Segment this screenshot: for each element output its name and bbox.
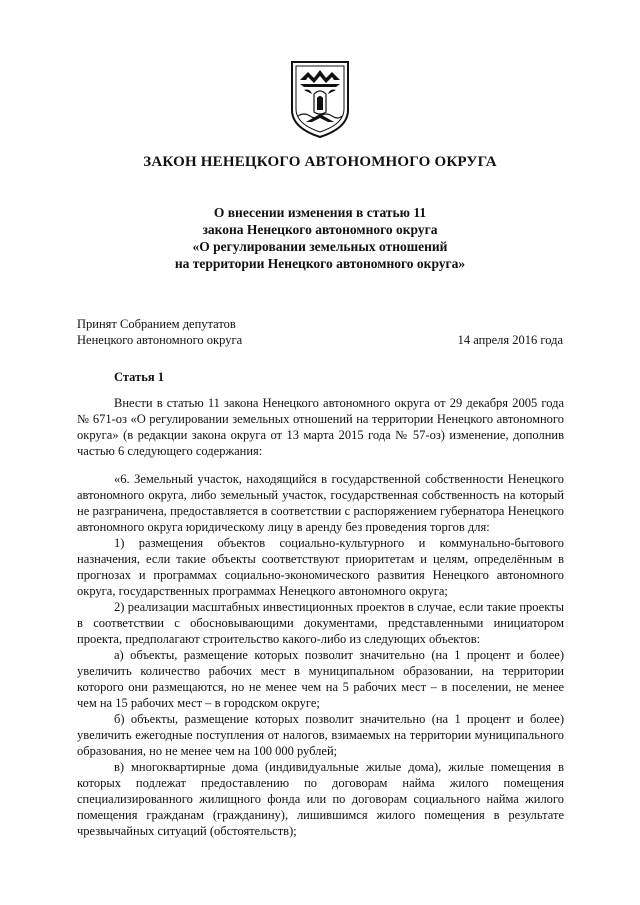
body-paragraph: 1) размещения объектов социально-культурного и коммунально-бытового назначения, если такие объекты соответствуют приоритетам и целям, определённым в прогнозах и программах социально-экономического развития Ненецкого автономного округа, государственных программах Ненецкого автономного округа; [77, 536, 564, 598]
adoption-date: 14 апреля 2016 года [457, 333, 563, 347]
article-body [77, 471, 564, 839]
coat-of-arms-emblem [288, 58, 352, 140]
subtitle-line: закона Ненецкого автономного округа [202, 222, 438, 237]
subtitle-line: О внесении изменения в статью 11 [213, 205, 427, 220]
body-paragraph: 2) реализации масштабных инвестиционных проектов в случае, если такие проекты в соответствии с обосновывающими документами, представленными инициатором проекта, предполагают строительство какого-либо из следующих объектов: [77, 600, 564, 646]
subtitle-line: «О регулировании земельных отношений [192, 239, 448, 254]
body-paragraph: «6. Земельный участок, находящийся в государственной собственности Ненецкого автономного округа, либо земельный участок, государственная собственность на который не разграничена, предоставляется в соответствии с распоряжением губернатора Ненецкого автономного округа юридическому лицу в аренду без проведения торгов для: [77, 472, 564, 534]
adopted-by [77, 316, 242, 348]
article-heading: Статья 1 [114, 370, 164, 384]
law-title: ЗАКОН НЕНЕЦКОГО АВТОНОМНОГО ОКРУГА [143, 154, 497, 170]
law-subtitle [0, 204, 640, 272]
adopted-line: Принят Собранием депутатов [77, 317, 236, 331]
adopted-line: Ненецкого автономного округа [77, 333, 243, 347]
body-paragraph: в) многоквартирные дома (индивидуальные жилые дома), жилые помещения в которых подлежат предоставлению по договорам найма жилого помещения специализированного жилищного фонда или по договорам социального найма жилого помещения гражданам (гражданину), лишившимся жилого помещения в результате чрезвычайных ситуаций (обстоятельств); [77, 760, 564, 838]
body-paragraph: б) объекты, размещение которых позволит значительно (на 1 процент и более) увеличить ежегодные поступления от налогов, взимаемых на территории муниципального образования, но не менее чем на 100 000 рублей; [77, 712, 564, 758]
subtitle-line: на территории Ненецкого автономного округа» [174, 256, 466, 271]
body-paragraph: а) объекты, размещение которых позволит значительно (на 1 процент и более) увеличить количество рабочих мест в муниципальном образовании, на территории которого они размещаются, но не менее чем на 5 рабочих мест – в поселении, не менее чем на 15 рабочих мест – в городском округе; [77, 648, 564, 710]
article-intro [77, 395, 564, 459]
intro-paragraph: Внести в статью 11 закона Ненецкого автономного округа от 29 декабря 2005 года № 671-оз «О регулировании земельных отношений на территории Ненецкого автономного округа» (в редакции закона округа от 13 марта 2015 года № 57-оз) изменение, дополнив частью 6 следующего содержания: [77, 396, 564, 458]
